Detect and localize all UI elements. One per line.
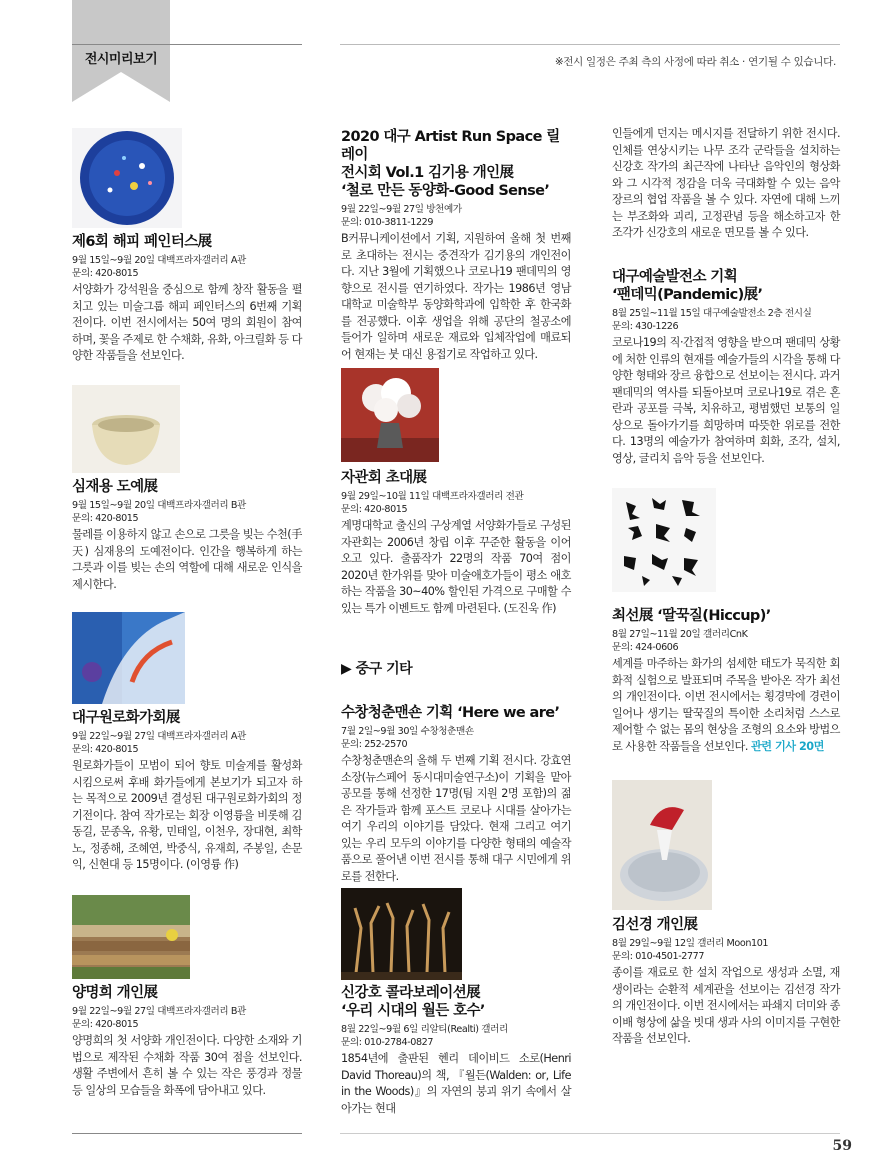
exhibition-artist-run-space [341, 128, 571, 363]
section-label: 전시미리보기 [84, 52, 158, 67]
exhibition-description: 수창청춘맨숀의 올해 두 번째 기획 전시다. 강효연 소장(뉴스페어 동시대미술연구소)이 기획을 맡아 공모를 통해 선정한 17명(팀 지원 2명 포함)의 젊은 작가들과 함께 포스트 코로나 시대를 살아가는 여기 우리의 이야기를 담았다. 현재 그리고 여기 있는 우리 모두의 이야기를 다양한 형태의 예술작품으로 풀어낸 이번 전시를 통해 대구 시민에게 위로를 전한다. [341, 754, 571, 883]
exhibition-date: 8월 25일~11월 15일 대구예술발전소 2층 전시실 [612, 308, 812, 319]
exhibition-description: 코로나19의 직·간접적 영향을 받으며 팬데믹 상황에 처한 인류의 현재를 예술가들의 시각을 통해 다양한 형태와 장르 융합으로 선보이는 전시다. 과거 팬데믹의 역사를 되돌아보며 코로나19로 겪은 혼란과 공포를 극복, 치유하고, 평범했던 보통의 일상으로 돌아가기를 희망하며 따뜻한 위로를 전한다. 13명의 예술가가 참여하며 회화, 조각, 설치, 영상, 글리치 음악 등을 선보인다. [612, 336, 840, 465]
exhibition-contact: 문의: 420-8015 [341, 504, 408, 515]
exhibition-date: 9월 15일~9월 20일 대백프라자갤러리 A관 [72, 255, 246, 266]
exhibition-title-line1: 신강호 콜라보레이션展 [341, 985, 481, 1001]
exhibition-contact: 문의: 010-3811-1229 [341, 217, 434, 228]
exhibition-description: 서양화가 강석원을 중심으로 함께 창작 활동을 펼치고 있는 미술그룹 해피 페인터스의 6번째 기획전이다. 이번 전시에서는 50여 명의 회원이 참여하며, 꽃을 주제로 한 수채화, 유화, 아크릴화 등 다양한 작품들을 선보인다. [72, 283, 302, 362]
section-heading-junggu: ▶ 중구 기타 [341, 661, 413, 677]
exhibition-description: B커뮤니케이션에서 기획, 지원하여 올해 첫 번째로 초대하는 전시는 중견작가 김기용의 개인전이다. 지난 3월에 기획했으나 코로나19 팬데믹의 영향으로 전시를 연기하였다. 작가는 1986년 영남대학교 미술학부 동양화학과에 입학한 후 한국화를 전공했다. 이후 생업을 위해 공단의 철공소에 들어가 일하며 새로운 재료와 입체작업에 매료되어 현재는 붓 대신 용접기로 작업하고 있다. [341, 232, 571, 361]
exhibition-contact: 문의: 424-0606 [612, 642, 679, 653]
hiccup-black-pattern-image [612, 488, 716, 592]
exhibition-yang [72, 984, 302, 1099]
flower-vase-painting-image [341, 368, 439, 462]
exhibition-date: 9월 22일~9월 27일 방천예가 [341, 204, 462, 215]
exhibition-contact: 문의: 252-2570 [341, 739, 408, 750]
exhibition-sim-jaeyong [72, 478, 302, 593]
exhibition-title: 대구원로화가회展 [72, 710, 180, 726]
exhibition-shin-kangho-continued [612, 126, 840, 242]
ceramic-bowl-image [72, 385, 180, 473]
exhibition-title: 수창청춘맨숀 기획 ‘Here we are’ [341, 705, 560, 721]
exhibition-title-line1: 2020 대구 Artist Run Space 릴레이 [341, 129, 560, 163]
yang-watercolor-image [72, 895, 190, 979]
exhibition-happy-painters [72, 233, 302, 365]
exhibition-title: 제6회 해피 페인터스展 [72, 234, 212, 250]
exhibition-description: 원로화가들이 모범이 되어 향토 미술계를 활성화시킴으로써 후배 화가들에게 본보기가 되고자 하는 목적으로 2009년 결성된 대구원로화가회의 정기전이다. 참여 작가로는 회장 이영륭을 비롯해 김동길, 문종옥, 유황, 민태일, 이천우, 장대현, 최학노, 정종해, 조혜연, 박중식, 유재희, 주봉일, 손문익, 신현대 등 15명이다. (이영륭 作) [72, 759, 302, 871]
header-rule [72, 44, 302, 45]
exhibition-description-text: 세계를 마주하는 화가의 섬세한 태도가 묵직한 회화적 실험으로 발표되며 주목을 받아온 작가 최선의 개인전이다. 이번 전시에서는 횡경막에 경련이 일어나 생기는 딸꾹질의 특이한 소리처럼 스스로 제어할 수 없는 몸의 현상을 조형의 요소와 방법으로 사용한 작품들을 선보인다. [612, 657, 840, 753]
exhibition-date: 8월 22일~9월 6일 리알티(Realti) 갤러리 [341, 1024, 508, 1035]
exhibition-title-line2: 전시회 Vol.1 김기용 개인展 [341, 165, 514, 181]
exhibition-title: 김선경 개인展 [612, 917, 698, 933]
exhibition-date: 9월 22일~9월 27일 대백프라자갤러리 A관 [72, 731, 246, 742]
exhibition-date: 9월 22일~9월 27일 대백프라자갤러리 B관 [72, 1006, 246, 1017]
footer-rule-right [340, 1133, 840, 1134]
happy-painters-artwork-image [72, 128, 182, 228]
exhibition-title: 최선展 ‘딸꾹질(Hiccup)’ [612, 608, 771, 624]
wonro-painting-image [72, 612, 185, 704]
footer-rule [72, 1133, 302, 1134]
exhibition-contact: 문의: 010-2784-0827 [341, 1037, 434, 1048]
exhibition-date: 8월 29일~9월 12일 갤러리 Moon101 [612, 938, 769, 949]
exhibition-title-line2: ‘팬데믹(Pandemic)展’ [612, 287, 763, 303]
exhibition-description: 양명희의 첫 서양화 개인전이다. 다양한 소재와 기법으로 제작된 수채화 작품 30여 점을 선보인다. 생활 주변에서 흔히 볼 수 있는 작은 풍경과 정물 등 일상의 모습들을 화폭에 담아내고 있다. [72, 1034, 302, 1097]
exhibition-date: 8월 27일~11월 20일 갤러리CnK [612, 629, 748, 640]
exhibition-contact: 문의: 420-8015 [72, 1019, 139, 1030]
exhibition-contact: 문의: 420-8015 [72, 513, 139, 524]
exhibition-title: 자관회 초대展 [341, 470, 427, 486]
exhibition-suchang [341, 704, 571, 885]
exhibition-title-line3: ‘철로 만든 동양화-Good Sense’ [341, 183, 550, 199]
header-rule-right [340, 44, 840, 45]
exhibition-wonro [72, 709, 302, 874]
exhibition-description [612, 656, 840, 755]
related-article-link[interactable]: 관련 기사 20면 [750, 739, 824, 753]
page-number: 59 [832, 1138, 852, 1154]
exhibition-date: 9월 29일~10월 11일 대백프라자갤러리 전관 [341, 491, 524, 502]
exhibition-contact: 문의: 010-4501-2777 [612, 951, 705, 962]
exhibition-contact: 문의: 430-1226 [612, 321, 679, 332]
section-bookmark [72, 0, 170, 102]
exhibition-description: 종이를 재료로 한 설치 작업으로 생성과 소멸, 재생이라는 순환적 세계관을 선보이는 김선경 작가의 개인전이다. 이번 전시에서는 파쇄지 더미와 종이배 형상에 삶을 빗대 생과 사의 이미지를 구현한 작품을 선보인다. [612, 966, 840, 1045]
exhibition-pandemic [612, 268, 840, 467]
exhibition-contact: 문의: 420-8015 [72, 268, 139, 279]
exhibition-title: 양명희 개인展 [72, 985, 158, 1001]
exhibition-shin-kangho [341, 984, 571, 1117]
exhibition-title: 심재용 도예展 [72, 479, 158, 495]
exhibition-description: 계명대학교 출신의 구상계열 서양화가들로 구성된 자관회는 2006년 창립 이후 꾸준한 활동을 이어오고 있다. 출품작가 22명의 작품 70여 점이 2020년 한가위를 맞아 미술애호가들이 평소 애호하는 작품을 30~40% 할인된 가격으로 구매할 수 있는 특가 이벤트도 함께 마련된다. (도진욱 作) [341, 519, 571, 615]
exhibition-title-line2: ‘우리 시대의 월든 호수’ [341, 1003, 485, 1019]
exhibition-jagwan [341, 469, 571, 617]
wood-sculpture-installation-image [341, 888, 462, 980]
exhibition-description: 물레를 이용하지 않고 손으로 그릇을 빚는 수천(手天) 심재용의 도예전이다. 인간을 행복하게 하는 그릇과 이를 빚는 손의 역할에 대해 새로운 인식을 제시한다. [72, 528, 302, 591]
paper-installation-image [612, 780, 712, 910]
exhibition-title-line1: 대구예술발전소 기획 [612, 269, 738, 285]
schedule-notice: ※전시 일정은 주최 측의 사정에 따라 취소 · 연기될 수 있습니다. [554, 56, 836, 68]
exhibition-date: 7월 2일~9월 30일 수창청춘맨숀 [341, 726, 474, 737]
exhibition-choi-sun [612, 607, 840, 755]
exhibition-kim-sunkyung [612, 916, 840, 1048]
exhibition-description-continued: 인들에게 던지는 메시지를 전달하기 위한 전시다. 인체를 연상시키는 나무 조각 군락들을 설치하는 신강호 작가의 최근작에 나타난 음악인의 형상화와 그 시각적 정감을 더욱 극대화할 수 있는 음악 장르의 협업 작품을 볼 수 있다. 자연에 대해 느끼는 부조화와 괴리, 고정관념 등을 해소하고자 한 조각가 신강호의 새로운 면모를 볼 수 있다. [612, 127, 840, 239]
exhibition-description: 1854년에 출판된 헨리 데이비드 소로(Henri David Thoreau)의 책, 『월든(Walden: or, Life in the Woods)』의 자연의 붕괴 위기 속에서 살아가는 현대 [341, 1052, 571, 1115]
exhibition-contact: 문의: 420-8015 [72, 744, 139, 755]
exhibition-date: 9월 15일~9월 20일 대백프라자갤러리 B관 [72, 500, 246, 511]
